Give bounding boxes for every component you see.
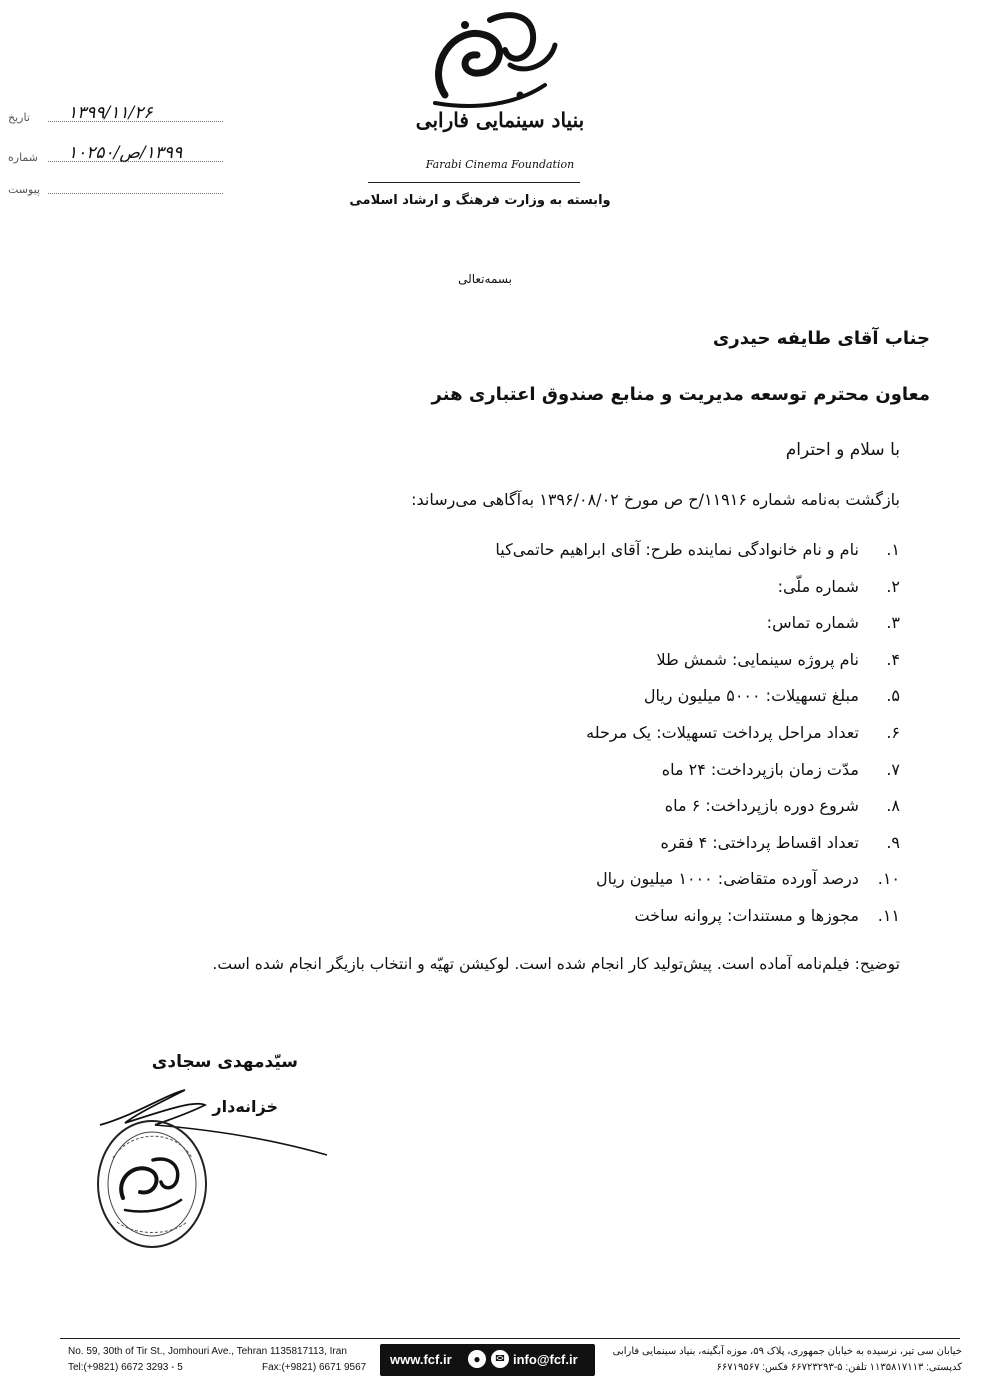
fax-english: Fax:(+9821) 6671 9567 bbox=[262, 1362, 367, 1373]
official-stamp bbox=[95, 1118, 210, 1250]
recipient-title: معاون محترم توسعه مدیریت و منابع صندوق اعتباری هنر bbox=[431, 384, 930, 405]
date-dotted-line bbox=[48, 121, 223, 122]
number-row bbox=[8, 143, 223, 165]
attachment-row bbox=[8, 175, 223, 197]
details-list bbox=[495, 540, 900, 943]
item-number: ۲. bbox=[886, 576, 900, 596]
item-number: ۶. bbox=[886, 722, 900, 742]
item-text: نام و نام خانوادگی نماینده طرح: آقای ابراهیم حاتمی‌کیا bbox=[495, 540, 859, 559]
recipient-name: جناب آقای طایفه حیدری bbox=[712, 328, 930, 349]
notes-paragraph: توضیح: فیلم‌نامه آماده است. پیش‌تولید کار انجام شده است. لوکیشن تهیّه و انتخاب بازیگر انجام شده است. bbox=[212, 955, 900, 973]
item-number: ۴. bbox=[886, 649, 900, 669]
date-value: ۱۳۹۹/۱۱/۲۶ bbox=[68, 103, 153, 123]
list-item bbox=[495, 906, 900, 943]
address-persian: خیابان سی تیر، نرسیده به خیابان جمهوری، پلاک ۵۹، موزه آبگینه، بنیاد سینمایی فارابی bbox=[612, 1346, 962, 1357]
item-number: ۳. bbox=[886, 613, 900, 633]
date-label: تاریخ bbox=[8, 111, 30, 124]
phone-persian: کدپستی: ۱۱۳۵۸۱۷۱۱۳ تلفن: ۵-۶۶۷۲۳۲۹۳ فکس: ۶۶۷۱۹۵۶۷ bbox=[716, 1362, 962, 1373]
signer-name: سیّدمهدی سجادی bbox=[151, 1052, 298, 1072]
item-text: شماره ملّی: bbox=[777, 576, 859, 596]
item-number: ۱. bbox=[886, 540, 900, 559]
item-text: تعداد مراحل پرداخت تسهیلات: یک مرحله bbox=[586, 722, 859, 742]
org-name-english: Farabi Cinema Foundation bbox=[425, 158, 575, 171]
item-text: نام پروژه سینمایی: شمش طلا bbox=[656, 649, 859, 669]
address-english: No. 59, 30th of Tir St., Jomhouri Ave., Tehran 1135817113, Iran bbox=[68, 1346, 347, 1357]
item-number: ۸. bbox=[886, 796, 900, 816]
list-item bbox=[495, 796, 900, 833]
phone-english: Tel:(+9821) 6672 3293 - 5 bbox=[68, 1362, 183, 1373]
intro-paragraph: بازگشت به‌نامه شماره ۱۱۹۱۶/ح ص مورخ ۱۳۹۶/۰۸/۰۲ به‌آگاهی می‌رساند: bbox=[411, 490, 900, 509]
item-text: شماره تماس: bbox=[766, 613, 859, 633]
affiliation-line: وابسته به وزارت فرهنگ و ارشاد اسلامی bbox=[349, 193, 611, 208]
number-value: ۱۳۹۹/ص/۱۰۲۵۰ bbox=[68, 143, 183, 163]
list-item bbox=[495, 686, 900, 723]
list-item bbox=[495, 833, 900, 870]
globe-icon: ● bbox=[468, 1350, 486, 1368]
item-text: مبلغ تسهیلات: ۵۰۰۰ میلیون ریال bbox=[643, 686, 859, 706]
greeting: با سلام و احترام bbox=[785, 440, 900, 460]
item-text: مدّت زمان بازپرداخت: ۲۴ ماه bbox=[661, 759, 859, 779]
list-item bbox=[495, 577, 900, 614]
item-text: درصد آورده متقاضی: ۱۰۰۰ میلیون ریال bbox=[595, 869, 859, 889]
list-item bbox=[495, 760, 900, 797]
list-item bbox=[495, 723, 900, 760]
signer-title: خزانه‌دار bbox=[212, 1097, 278, 1116]
list-item bbox=[495, 613, 900, 650]
invocation: بسمه‌تعالی bbox=[458, 272, 512, 286]
attachment-dotted-line bbox=[48, 193, 223, 194]
list-item bbox=[495, 650, 900, 687]
number-label: شماره bbox=[8, 151, 39, 164]
number-dotted-line bbox=[48, 161, 223, 162]
footer-divider bbox=[60, 1338, 960, 1339]
website-link[interactable]: www.fcf.ir bbox=[390, 1352, 452, 1367]
org-name-persian: بنیاد سینمایی فارابی bbox=[415, 108, 585, 132]
item-text: تعداد اقساط پرداختی: ۴ فقره bbox=[660, 832, 859, 852]
attachment-label: پیوست bbox=[8, 183, 41, 196]
mail-icon: ✉ bbox=[491, 1350, 509, 1368]
item-number: ۵. bbox=[886, 686, 900, 706]
item-number: ۹. bbox=[886, 832, 900, 852]
item-number: ۱۰. bbox=[877, 869, 900, 889]
item-text: مجوزها و مستندات: پروانه ساخت bbox=[634, 905, 859, 925]
logo-divider bbox=[368, 182, 580, 183]
foundation-logo bbox=[415, 5, 565, 115]
item-text: شروع دوره بازپرداخت: ۶ ماه bbox=[664, 796, 859, 816]
contact-bar bbox=[380, 1344, 595, 1376]
item-number: ۷. bbox=[886, 759, 900, 779]
list-item bbox=[495, 540, 900, 577]
item-number: ۱۱. bbox=[877, 905, 900, 925]
date-row bbox=[8, 103, 223, 125]
list-item bbox=[495, 869, 900, 906]
email-link[interactable]: info@fcf.ir bbox=[513, 1352, 578, 1367]
